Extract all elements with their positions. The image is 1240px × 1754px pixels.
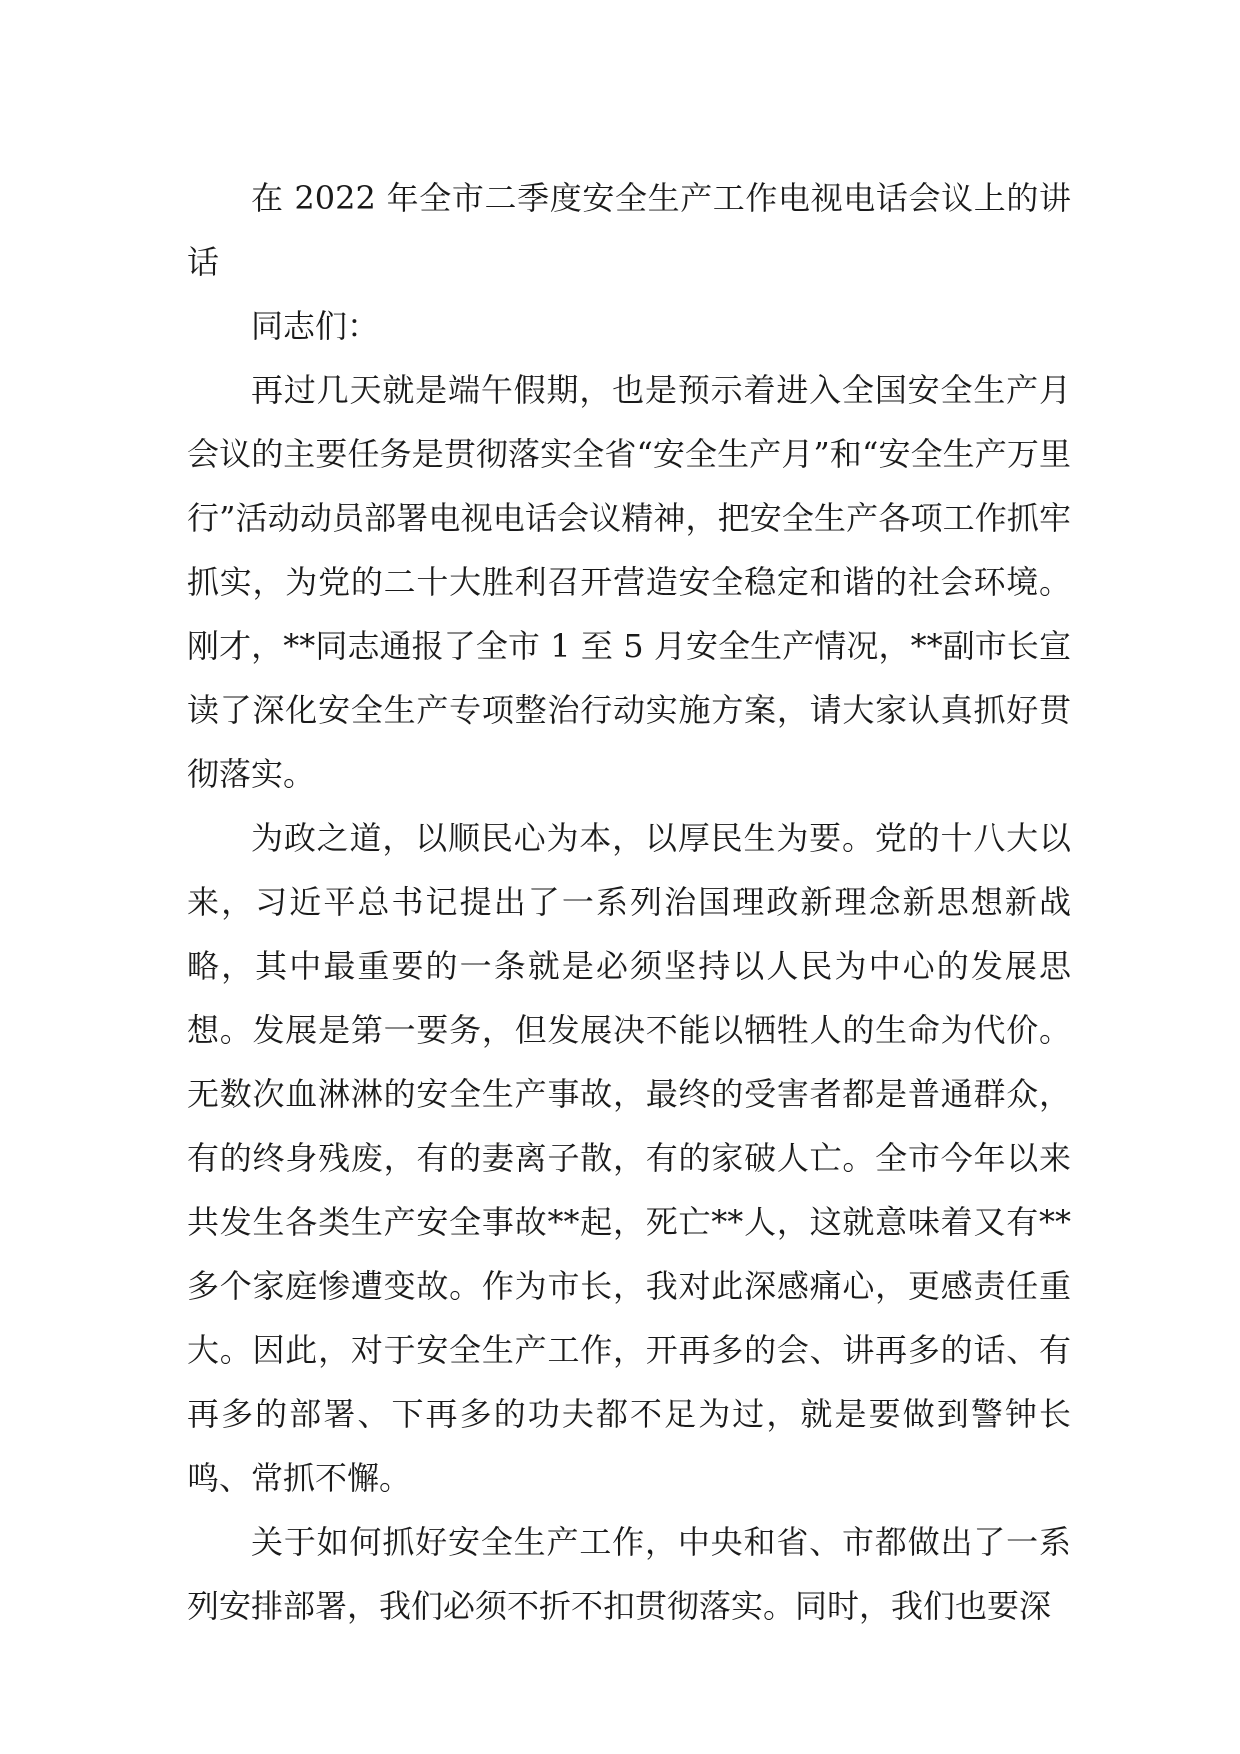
salutation: 同志们： bbox=[251, 307, 380, 345]
paragraph-2: 为政之道，以顺民心为本，以厚民生为要。党的十八大以来，习近平总书记提出了一系列治国理政新理念新思想新战略，其中最重要的一条就是必须坚持以人民为中心的发展思想。发展是第一要务，但发展决不能以牺牲人的生命为代价。无数次血淋淋的安全生产事故，最终的受害者都是普通群众，有的终身残废，有的妻离子散，有的家破人亡。全市今年以来共发生各类生产安全事故**起，死亡**人，这就意味着又有**多个家庭惨遭变故。作为市长，我对此深感痛心，更感责任重大。因此，对于安全生产工作，开再多的会、讲再多的话、有再多的部署、下再多的功夫都不足为过，就是要做到警钟长鸣、常抓不懈。 bbox=[187, 819, 1071, 1497]
paragraph-1: 再过几天就是端午假期，也是预示着进入全国安全生产月会议的主要任务是贯彻落实全省“安全生产月”和“安全生产万里行”活动动员部署电视电话会议精神，把安全生产各项工作抓牢抓实，为党的二十大胜利召开营造安全稳定和谐的社会环境。刚才，**同志通报了全市 1 至 5 月安全生产情况，**副市长宣读了深化安全生产专项整治行动实施方案，请大家认真抓好贯彻落实。 bbox=[187, 371, 1071, 793]
paragraph-3: 关于如何抓好安全生产工作，中央和省、市都做出了一系列安排部署，我们必须不折不扣贯彻落实。同时，我们也要深 bbox=[187, 1523, 1071, 1625]
document-body bbox=[187, 166, 1071, 1638]
document-title: 在 2022 年全市二季度安全生产工作电视电话会议上的讲话 bbox=[187, 179, 1071, 281]
